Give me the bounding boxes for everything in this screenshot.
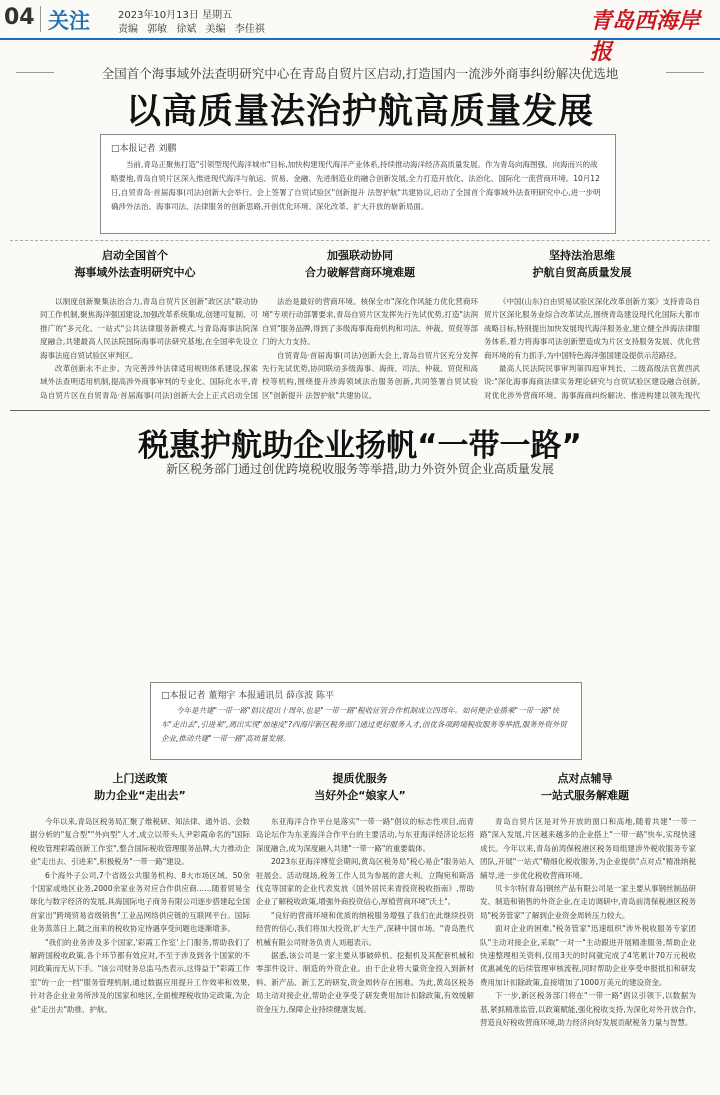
- kicker-line-left: [16, 72, 54, 73]
- subhead-line: 上门送政策: [112, 772, 168, 785]
- story2-headline: 税惠护航助企业扬帆“一带一路”: [138, 428, 582, 464]
- subhead-line: 助力企业“走出去”: [94, 789, 186, 802]
- story1-kicker: 全国首个海事域外法查明研究中心在青岛自贸片区启动,打造国内一流涉外商事纠纷解决优选地: [101, 66, 619, 81]
- paragraph: 据悉,该公司是一家主要从事破碎机、挖掘机及其配套机械和零部件设计、制造的外资企业。由于企业将大量资金投入到新材料、新产品、新工艺的研发,资金周转存在困难。为此,黄岛区税务局主动对接企业,帮助企业享受了研发费用加计扣除政策,有效缓解资金压力,保障企业持续健康发展。: [256, 951, 474, 1014]
- issue-date: 2023年10月13日 星期五: [118, 10, 233, 21]
- paper-logo: 青岛西海岸报: [590, 9, 701, 65]
- page-number: 04: [4, 5, 35, 30]
- paragraph: 东亚海洋合作平台是落实"一带一路"倡议的标志性项目,而青岛论坛作为东亚海洋合作平台的主要活动,与东亚海洋经济论坛将深度融合,成为深度融入共建"一带一路"的重要载体。: [256, 817, 474, 853]
- story-separator: [10, 410, 710, 411]
- subhead-line: 合力破解营商环境难题: [305, 266, 415, 279]
- story2-subtitle: 新区税务部门通过创优跨境税收服务等举措,助力外资外贸企业高质量发展: [166, 462, 554, 476]
- story1-headline: 以高质量法治护航高质量发展: [125, 92, 594, 132]
- story1-subhead-1: [60, 247, 210, 281]
- story2-subhead-3: [510, 770, 660, 804]
- subhead-line: 启动全国首个: [102, 249, 168, 262]
- paragraph: 改革创新永不止步。为完善涉外法律适用规则体系建设,探索域外法查明适用机制,提高涉外商事审判的专业化、国际化水平,青岛自贸片区在自贸青岛·首届海事(司法)创新大会上正式启动全国: [40, 364, 258, 400]
- paragraph: "我们的业务涉及多个国家,'彩霞工作室'上门服务,帮助我们了解跨国税收政策,各个环节都有效应对,不至于涉及到各个国家的不同政策而无从下手。"该公司财务总监马杰表示,这得益于"彩霞工作室"的一企一档"服务管理机制,通过数据应用提升工作效率和效果,针对各企业业务所涉及的国家和地区,全面梳理税收协定政策,为企业"走出去"助推、护航。: [30, 937, 250, 1014]
- story2-byline: □本报记者 董翔宇 本报通讯员 薛彦波 陈平: [161, 691, 334, 701]
- story1-byline: □本报记者 刘鹏: [111, 144, 177, 154]
- section-title: 关注: [48, 9, 90, 33]
- paragraph: 最高人民法院民事审判第四庭审判长、二级高级法官黄西武说:"深化海事海商法律实务理论研究与自贸试验区建设融合创新,对优化涉外营商环境、海事海商纠纷解决、推进构建以领先现代: [484, 364, 700, 400]
- staff-credits: 责编 郭敏 徐斌 美编 李佳祺: [118, 24, 265, 35]
- subhead-line: 一站式服务解难题: [541, 789, 629, 802]
- subhead-line: 当好外企“娘家人”: [314, 789, 406, 802]
- story2-subhead-2: [285, 770, 435, 804]
- paragraph: 自贸青岛·首届海事(司法)创新大会上,青岛自贸片区充分发挥先行先试优势,协同联动多级海事、海商、司法、仲裁、贸促和高校等机构,围绕提升涉海领域法治服务创新,共同签署自贸试验区"创新提升 法智护航"共建协议。: [262, 350, 478, 400]
- kicker-line-right: [666, 72, 704, 73]
- paragraph: 面对企业的困难,"税务管家"迅速组织"涉外税收服务专家团队"主动对接企业,采取"一对一"主动跟进开展精准服务,帮助企业快速整理相关资料,仅用3天的时间就完成了4笔累计70万元税收优惠减免的后续管理审核流程,同时帮助企业享受申报抵扣和研发费用加计扣除政策,直接增加了1000万美元的建设资金。: [480, 924, 696, 987]
- story1-subhead-2: [285, 247, 435, 281]
- paragraph: 青岛自贸片区是对外开放的窗口和高地,随着共建"一带一路"深入发展,片区越来越多的企业搭上"一带一路"快车,实现快速成长。今年以来,青岛前湾保税港区税务局组建涉外税收服务专家团队,开展"一站式"精细化税收服务,为企业提供"点对点"精准纳税辅导,进一步优化税收营商环境。: [480, 817, 696, 880]
- story2-lead: 今年是共建"一带一路"倡议提出十周年,也是"一带一路"税收征管合作机制成立四周年。如何便企业搭乘"一带一路"快车"走出去",引进来",离出实现"加速度"?西海岸新区税务部门通过更好服务人才,创优各项跨境税收服务等举措,服务外资外贸企业,推动共建"一带一路"高质量发展。: [161, 706, 567, 743]
- story1-lead: 当前,青岛正聚焦打造"引领型现代海洋城市"目标,加快构建现代海洋产业体系,持续推动海洋经济高质量发展。作为青岛向海图强、向海而兴的战略要地,青岛自贸片区深入推进现代海洋与航运、贸易、金融、先进制造业的融合创新发展,全力打造开放化、法治化、国际化一流营商环境。10月12日,自贸青岛·首届海事(司法)创新大会举行。会上签署了自贸试验区"创新提升 法智护航"共建协议,启动了全国首个海事域外法查明研究中心,进一步明确涉外法治、海事司法、法律服务的创新思路,开创优化环境、深化改革、扩大开放的崭新局面。: [111, 160, 601, 211]
- story2-column-3: [480, 815, 696, 1087]
- story1-subhead-3: [507, 247, 657, 281]
- story1-lead-box: [100, 134, 616, 234]
- paragraph: 下一步,新区税务部门将在"一带一路"倡议引领下,以数据为基,紧抓精准监管,以政策赋能,强化税收支持,为深化对外开放合作,营造良好税收营商环境,助力经济向好发展贡献税务力量与智慧。: [480, 991, 696, 1028]
- masthead-divider: [40, 6, 41, 32]
- story2-column-1: [30, 815, 250, 1087]
- paragraph: 法治是最好的营商环境。核保全市"深化作风能力优化营商环境"专项行动部署要求,青岛自贸片区发挥先行先试优势,打造"法润自贸"服务品牌,得到了多级海事海商机构和司法、仲裁、贸促等部门的大力支持。: [262, 297, 478, 347]
- subhead-line: 护航自贸高质量发展: [532, 266, 632, 279]
- paragraph: 《中国(山东)自由贸易试验区深化改革创新方案》支持青岛自贸片区深化服务业综合改革试点,围绕青岛建设现代化国际大都市战略目标,特别提出加快发展现代海洋服务业,建立健全涉海法律服务体系,着力将海事司法创新塑造成为片区支持服务发展、优化营商环境的有力抓手,为中国特色海洋强国建设提供示范路径。: [484, 297, 700, 360]
- paragraph: 贝卡尔特(青岛)钢丝产品有限公司是一家主要从事钢丝制品研发、制造和销售的外资企业,在走访调研中,青岛前湾保税港区税务局"税务管家"了解到企业资金周转压力较大。: [480, 884, 696, 920]
- paragraph: 2023东亚海洋博览会期间,黄岛区税务局"税心易企"服务站入驻展会。活动现场,税务工作人员为参展的意大利、立陶宛和斯洛伐克等国家的企业代表发放《国外居民来青投资税收指南》,帮助企业了解税收政策,增强外商投资信心,厚植营商环境"沃土"。: [256, 857, 474, 907]
- paragraph: 6个海外子公司,7个省级公共服务机构、8大市场区域、50余个国家或地区业务,2000余家业务对应合作供应商……随着贸易全球化与数字经济的发展,具海国际电子商务有限公司逐步搭建起全国首家出"跨境贸易省级销售"工业品网络供应链的互联网平台。国际业务蒸蒸日上,随之而来的税收协定待遇享受问题也逐渐增多。: [30, 870, 250, 934]
- story2-column-2: [256, 815, 474, 1087]
- paragraph: 以制度创新聚集法治合力,青岛自贸片区创新"政区法"联动协同工作机制,聚焦海洋强国建设,加强改革系统集成,创建可复制、可推广的"多元化、一站式"公共法律服务新模式,与青岛海事法院深度融合,共建最高人民法院国际海事司法研究基地,在全国率先设立海事法庭自贸试验区审判区。: [40, 297, 258, 360]
- story2-subhead-1: [65, 770, 215, 804]
- paragraph: "良好的营商环境和优质的纳税服务增强了我们在此继续投资经营的信心,我们将加大投资,扩大生产,深耕中国市场。"青岛胜代机械有限公司财务负责人刘超表示。: [256, 910, 474, 947]
- story1-column-2: [262, 295, 478, 401]
- subhead-line: 坚持法治思维: [549, 249, 615, 262]
- subhead-line: 点对点辅导: [557, 772, 613, 785]
- story1-divider: [10, 240, 710, 241]
- subhead-line: 提质优服务: [332, 772, 388, 785]
- subhead-line: 加强联动协同: [327, 249, 393, 262]
- masthead-rule: [0, 38, 720, 40]
- subhead-line: 海事域外法查明研究中心: [74, 266, 196, 279]
- story1-column-1: [40, 295, 258, 401]
- story1-column-3: [484, 295, 700, 401]
- story2-lead-box: [150, 682, 582, 760]
- paragraph: 今年以来,青岛区税务局汇聚了维税研、知法律、通外语、会数据分析的"复合型""外向型"人才,成立以带头人尹彩霞命名的"国际税收管理彩霞创新工作室",整合国际税收管理服务品牌,大力推动企业"走出去、引进来",积极税务"一带一路"建设。: [30, 817, 250, 867]
